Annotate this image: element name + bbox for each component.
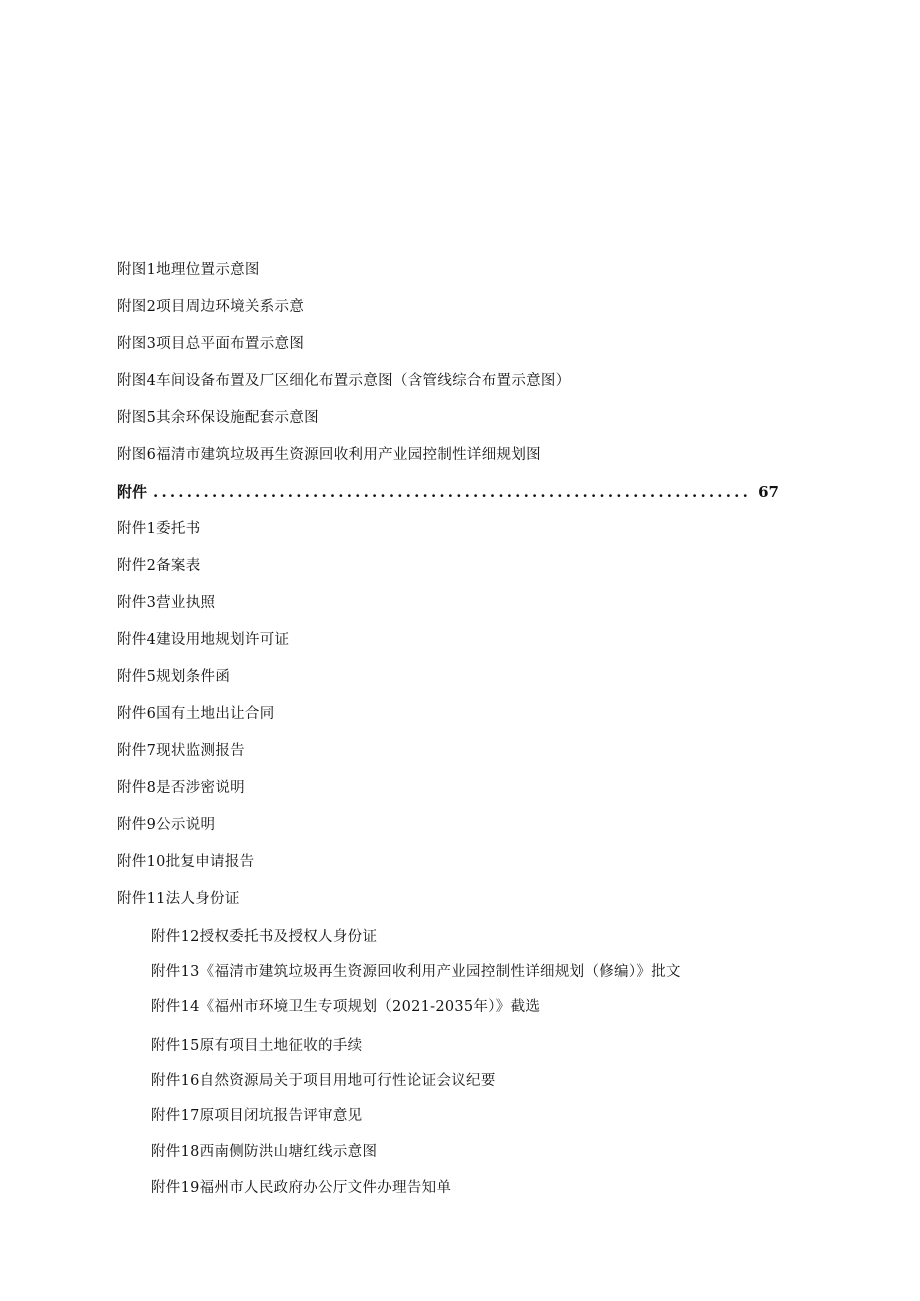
toc-figure-1[interactable]: 附图1地理位置示意图 bbox=[117, 262, 260, 278]
toc-attachment-2[interactable]: 附件2备案表 bbox=[117, 558, 201, 574]
dot-leader bbox=[153, 482, 752, 502]
toc-attachment-7[interactable]: 附件7现状监测报告 bbox=[117, 743, 245, 759]
toc-figure-4[interactable]: 附图4车间设备布置及厂区细化布置示意图（含管线综合布置示意图） bbox=[117, 373, 571, 389]
toc-attachment-18[interactable]: 附件18西南侧防洪山塘红线示意图 bbox=[151, 1144, 378, 1160]
toc-heading-page-number: 67 bbox=[758, 483, 779, 501]
toc-attachment-12[interactable]: 附件12授权委托书及授权人身份证 bbox=[151, 929, 378, 945]
toc-attachments-heading[interactable] bbox=[117, 482, 779, 502]
toc-attachment-3[interactable]: 附件3营业执照 bbox=[117, 595, 216, 611]
toc-attachment-13[interactable]: 附件13《福清市建筑垃圾再生资源回收利用产业园控制性详细规划（修编）》批文 bbox=[151, 964, 681, 980]
toc-attachment-4[interactable]: 附件4建设用地规划许可证 bbox=[117, 632, 290, 648]
toc-attachment-10[interactable]: 附件10批复申请报告 bbox=[117, 854, 255, 870]
toc-figure-2[interactable]: 附图2项目周边环境关系示意 bbox=[117, 299, 305, 315]
toc-attachment-17[interactable]: 附件17原项目闭坑报告评审意见 bbox=[151, 1108, 363, 1124]
toc-heading-label: 附件 bbox=[117, 483, 148, 501]
toc-attachment-8[interactable]: 附件8是否涉密说明 bbox=[117, 780, 245, 796]
toc-figure-5[interactable]: 附图5其余环保设施配套示意图 bbox=[117, 410, 319, 426]
toc-attachment-5[interactable]: 附件5规划条件函 bbox=[117, 669, 231, 685]
toc-attachment-6[interactable]: 附件6国有土地出让合同 bbox=[117, 706, 275, 722]
toc-attachment-14[interactable]: 附件14《福州市环境卫生专项规划（2021-2035年）》截选 bbox=[151, 999, 541, 1015]
toc-attachment-1[interactable]: 附件1委托书 bbox=[117, 521, 201, 537]
toc-figure-3[interactable]: 附图3项目总平面布置示意图 bbox=[117, 336, 305, 352]
toc-attachment-15[interactable]: 附件15原有项目土地征收的手续 bbox=[151, 1038, 363, 1054]
toc-attachment-16[interactable]: 附件16自然资源局关于项目用地可行性论证会议纪要 bbox=[151, 1073, 496, 1089]
toc-attachment-9[interactable]: 附件9公示说明 bbox=[117, 817, 216, 833]
toc-attachment-19[interactable]: 附件19福州市人民政府办公厅文件办理告知单 bbox=[151, 1180, 452, 1196]
toc-figure-6[interactable]: 附图6福清市建筑垃圾再生资源回收利用产业园控制性详细规划图 bbox=[117, 447, 541, 463]
toc-attachment-11[interactable]: 附件11法人身份证 bbox=[117, 891, 240, 907]
